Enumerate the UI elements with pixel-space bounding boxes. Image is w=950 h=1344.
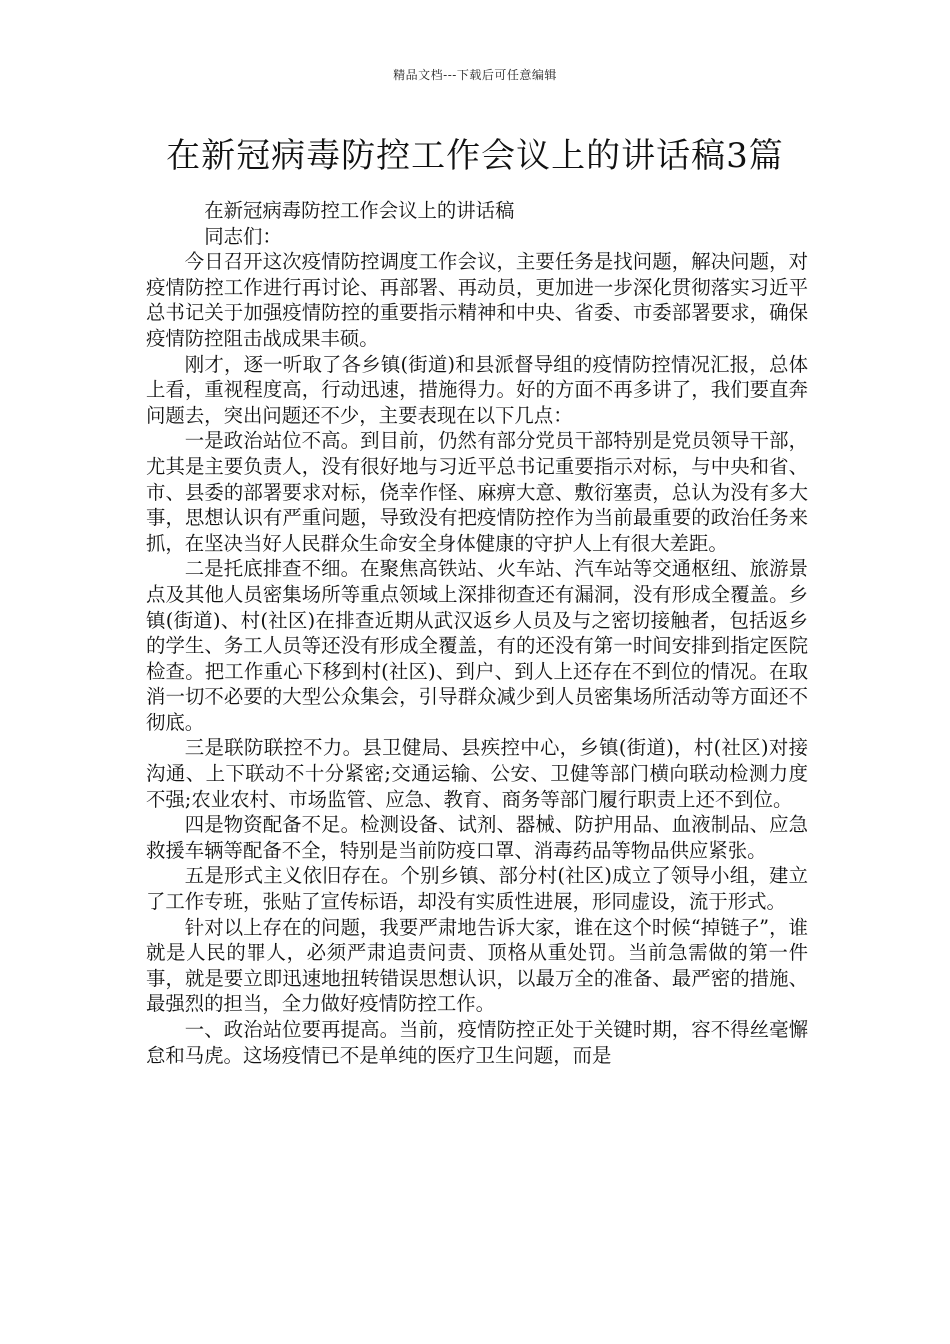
header-note: 精品文档---下载后可任意编辑: [393, 68, 557, 82]
document-body: [146, 198, 808, 1068]
paragraph-measure-1: 一、政治站位要再提高。当前，疫情防控正处于关键时期，容不得丝毫懈怠和马虎。这场疫情已不是单纯的医疗卫生问题，而是: [146, 1018, 808, 1067]
paragraph-summary: 刚才，逐一听取了各乡镇(街道)和县派督导组的疫情防控情况汇报，总体上看，重视程度高，行动迅速，措施得力。好的方面不再多讲了，我们要直奔问题去，突出问题还不少，主要表现在以下几点：: [146, 352, 808, 427]
paragraph-issue-5: 五是形式主义依旧存在。个别乡镇、部分村(社区)成立了领导小组，建立了工作专班，张贴了宣传标语，却没有实质性进展，形同虚设，流于形式。: [146, 864, 808, 914]
salutation: 同志们：: [204, 224, 282, 248]
paragraph-issue-2: 二是托底排查不细。在聚焦高铁站、火车站、汽车站等交通枢纽、旅游景点及其他人员密集场所等重点领域上深排彻查还有漏洞，没有形成全覆盖。乡镇(街道)、村(社区)在排查近期从武汉返乡人员及与之密切接触者，包括返乡的学生、务工人员等还没有形成全覆盖，有的还没有第一时间安排到指定医院检查。把工作重心下移到村(社区)、到户、到人上还存在不到位的情况。在取消一切不必要的大型公众集会，引导群众减少到人员密集场所活动等方面还不彻底。: [146, 557, 808, 734]
document-title: 在新冠病毒防控工作会议上的讲话稿3篇: [166, 136, 784, 176]
paragraph-issue-1: 一是政治站位不高。到目前，仍然有部分党员干部特别是党员领导干部，尤其是主要负责人，没有很好地与习近平总书记重要指示对标，与中央和省、市、县委的部署要求对标，侥幸作怪、麻痹大意、敷衍塞责，总认为没有多大事，思想认识有严重问题，导致没有把疫情防控作为当前最重要的政治任务来抓，在坚决当好人民群众生命安全身体健康的守护人上有很大差距。: [146, 429, 808, 555]
paragraph-issue-3: 三是联防联控不力。县卫健局、县疾控中心，乡镇(街道)，村(社区)对接沟通、上下联动不十分紧密;交通运输、公安、卫健等部门横向联动检测力度不强;农业农村、市场监管、应急、教育、商务等部门履行职责上还不到位。: [146, 736, 808, 811]
paragraph-issue-4: 四是物资配备不足。检测设备、试剂、器械、防护用品、血液制品、应急救援车辆等配备不全，特别是当前防疫口罩、消毒药品等物品供应紧张。: [146, 813, 808, 862]
speech-subtitle: 在新冠病毒防控工作会议上的讲话稿: [204, 199, 515, 222]
paragraph-opening: 今日召开这次疫情防控调度工作会议，主要任务是找问题，解决问题，对疫情防控工作进行再讨论、再部署、再动员，更加进一步深化贯彻落实习近平总书记关于加强疫情防控的重要指示精神和中央、省委、市委部署要求，确保疫情防控阻击战成果丰硕。: [146, 250, 808, 350]
paragraph-warning: 针对以上存在的问题，我要严肃地告诉大家，谁在这个时候“掉链子”，谁就是人民的罪人，必须严肃追责问责、顶格从重处罚。当前急需做的第一件事，就是要立即迅速地扭转错误思想认识，以最万全的准备、最严密的措施、最强烈的担当，全力做好疫情防控工作。: [146, 915, 808, 1016]
